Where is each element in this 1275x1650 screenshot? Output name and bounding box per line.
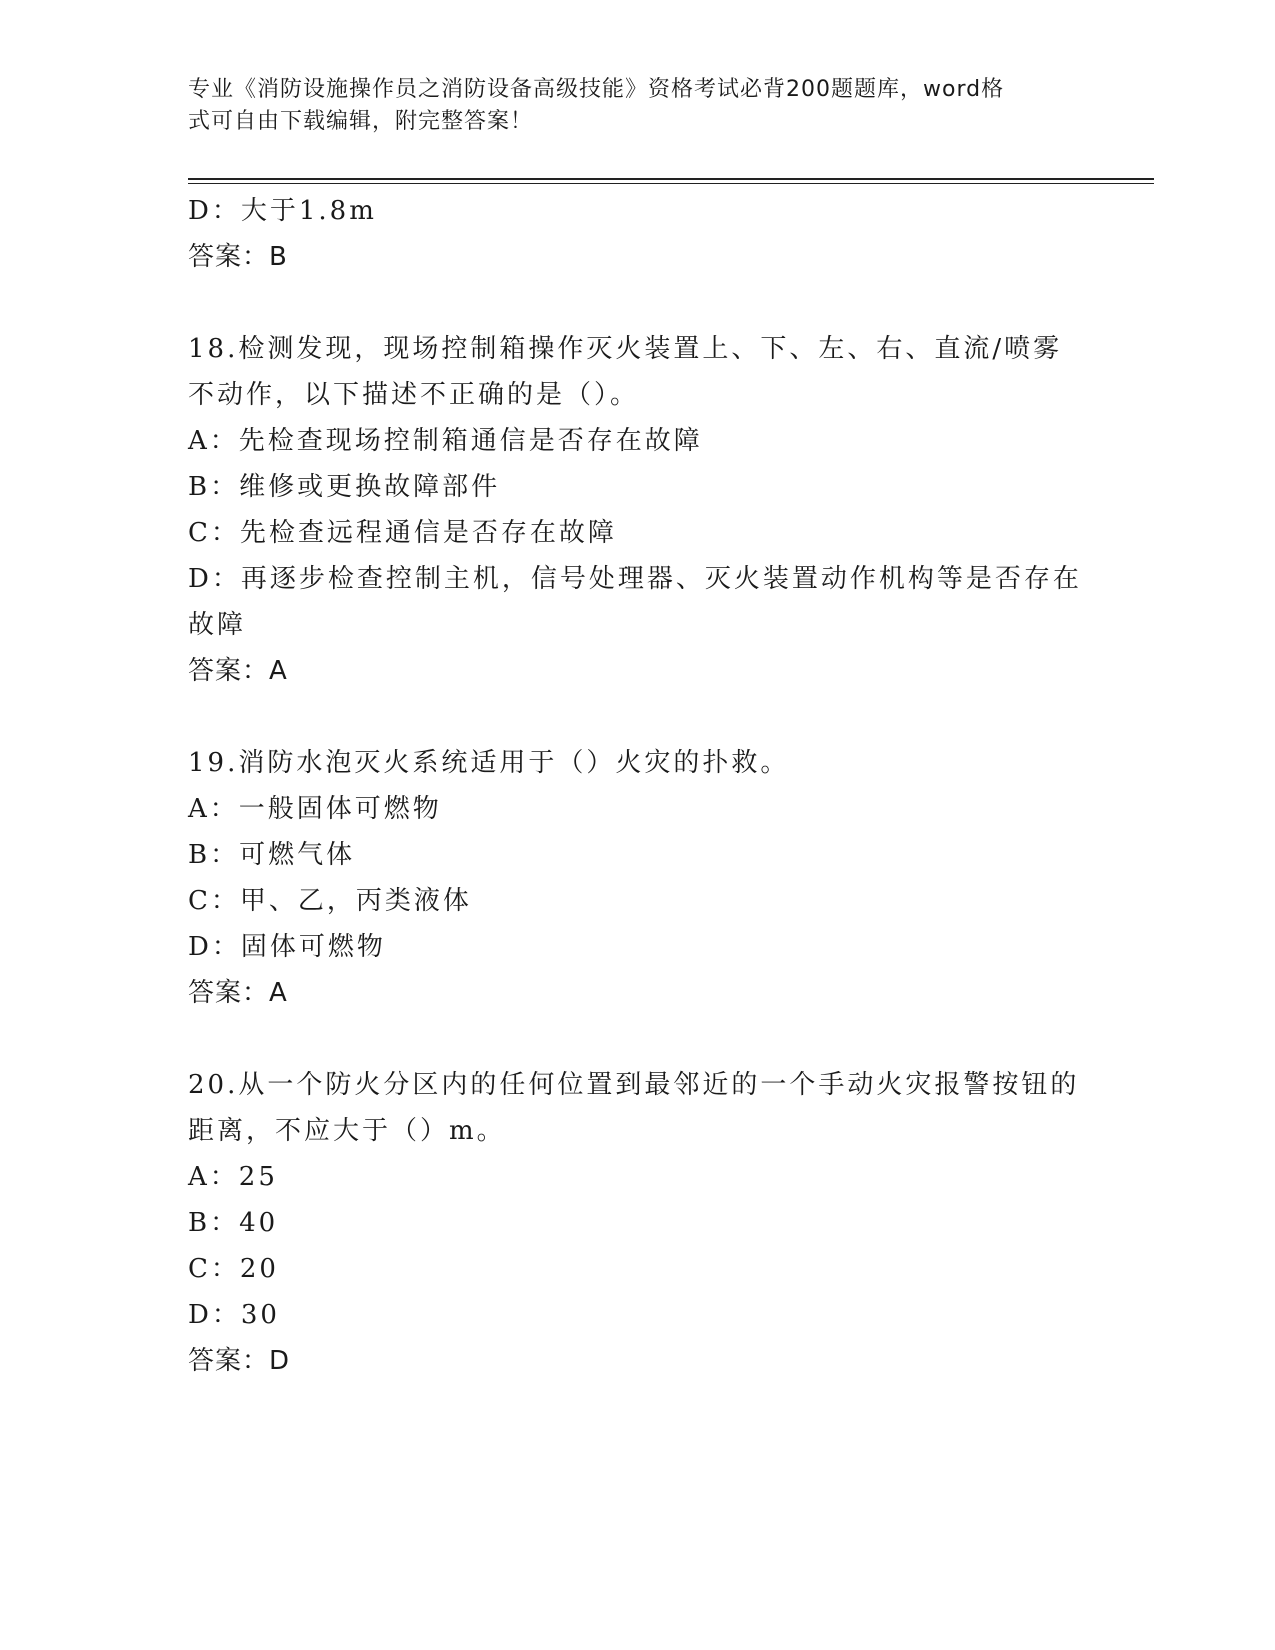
question-20 [188,1062,1088,1384]
question-stem: 19.消防水泡灭火系统适用于（）火灾的扑救。 [188,748,790,778]
option-d: D：30 [188,1300,280,1330]
document-header [188,74,1078,138]
header-divider-thick [188,178,1154,180]
question-stem-line-2: 不动作，以下描述不正确的是（）。 [188,380,640,410]
question-stem-line-1: 18.检测发现，现场控制箱操作灭火装置上、下、左、右、直流/喷雾 [188,334,1063,364]
option-d-line-1: D：再逐步检查控制主机，信号处理器、灭火装置动作机构等是否存在 [188,564,1082,594]
header-line-1: 专业《消防设施操作员之消防设备高级技能》资格考试必背200题题库，word格 [188,77,1005,102]
option-b: B：维修或更换故障部件 [188,472,501,502]
header-line-2: 式可自由下载编辑，附完整答案！ [188,109,534,134]
header-divider-thin [188,183,1154,184]
option-c: C：20 [188,1254,279,1284]
option-d: D：大于1.8m [188,196,377,226]
answer: 答案：D [188,1346,291,1376]
option-b: B：40 [188,1208,279,1238]
option-b: B：可燃气体 [188,840,356,870]
question-stem-line-2: 距离，不应大于（）m。 [188,1116,506,1146]
answer: 答案：B [188,242,288,272]
question-list [188,188,1088,1384]
question-18 [188,326,1088,694]
previous-question-tail [188,188,1088,280]
option-a: A：一般固体可燃物 [188,794,442,824]
spacer [188,694,1088,740]
answer: 答案：A [188,978,288,1008]
question-stem-line-1: 20.从一个防火分区内的任何位置到最邻近的一个手动火灾报警按钮的 [188,1070,1080,1100]
spacer [188,280,1088,326]
answer: 答案：A [188,656,288,686]
option-d-line-2: 故障 [188,610,247,640]
option-c: C：甲、乙，丙类液体 [188,886,472,916]
option-c: C：先检查远程通信是否存在故障 [188,518,617,548]
spacer [188,1016,1088,1062]
option-d: D：固体可燃物 [188,932,386,962]
option-a: A：先检查现场控制箱通信是否存在故障 [188,426,703,456]
option-a: A：25 [188,1162,278,1192]
question-19 [188,740,1088,1016]
